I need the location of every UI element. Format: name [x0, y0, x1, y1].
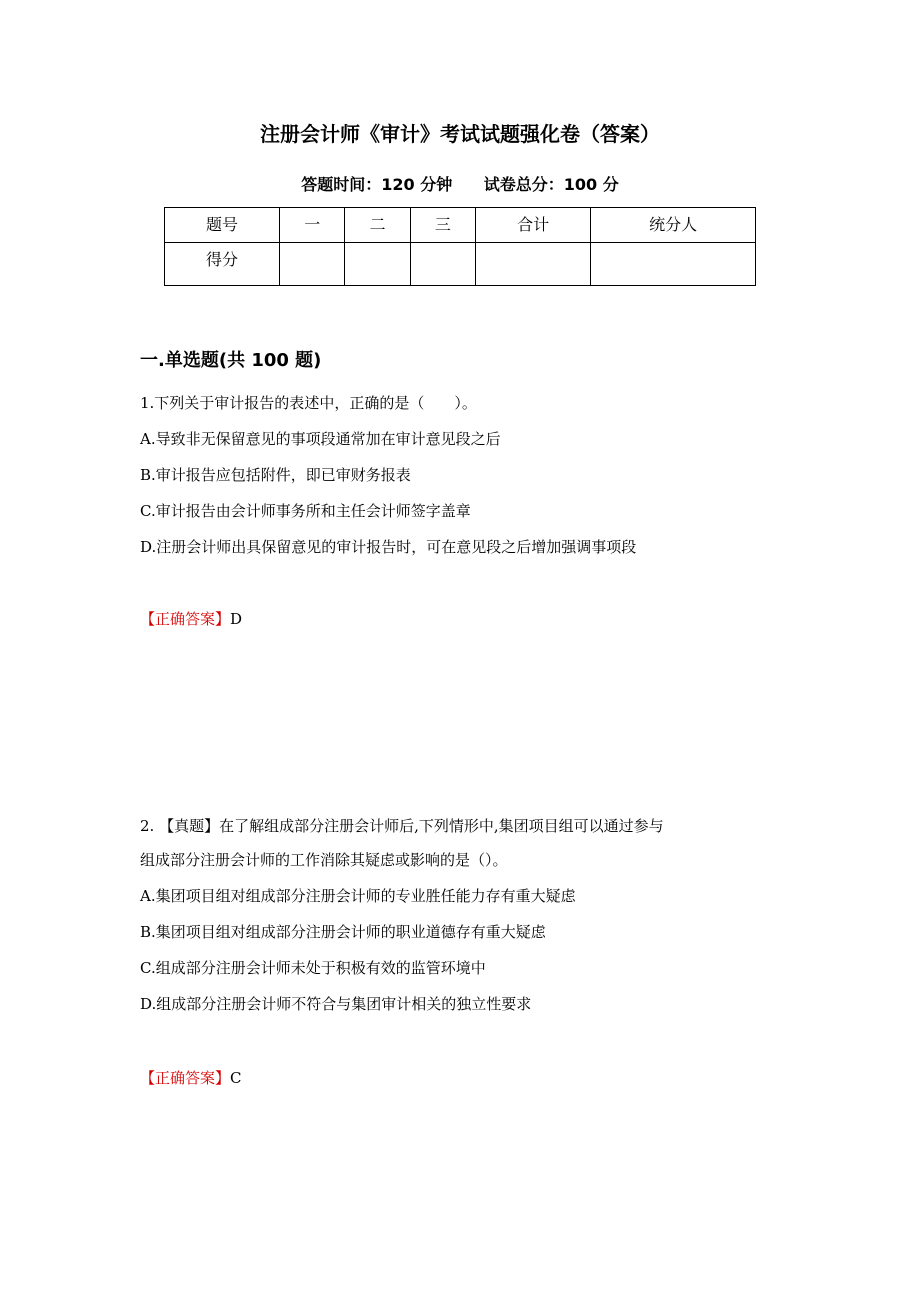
score-cell: [591, 243, 756, 286]
question-2-stem-line-2: 组成部分注册会计师的工作消除其疑虑或影响的是（）。: [140, 851, 508, 869]
score-header-cell: 题号: [165, 208, 280, 243]
answer-value: D: [230, 610, 243, 628]
page-title: 注册会计师《审计》考试试题强化卷（答案）: [260, 122, 660, 146]
question-1-option-d: D.注册会计师出具保留意见的审计报告时，可在意见段之后增加强调事项段: [140, 538, 637, 556]
question-2-option-d: D.组成部分注册会计师不符合与集团审计相关的独立性要求: [140, 995, 532, 1013]
score-header-cell: 三: [410, 208, 475, 243]
exam-info: [0, 172, 920, 195]
question-1-stem: 1.下列关于审计报告的表述中，正确的是（ ）。: [140, 394, 477, 412]
score-table-header-row: [165, 208, 756, 243]
score-cell: [476, 243, 591, 286]
answer-label: 【正确答案】: [140, 610, 231, 628]
question-1-option-b: B.审计报告应包括附件，即已审财务报表: [140, 466, 411, 484]
question-2-stem-line-1: 2. 【真题】在了解组成部分注册会计师后,下列情形中,集团项目组可以通过参与: [140, 817, 664, 835]
score-row-label: 得分: [165, 243, 280, 286]
question-2-answer: [140, 1067, 242, 1088]
question-2-option-b: B.集团项目组对组成部分注册会计师的职业道德存有重大疑虑: [140, 923, 546, 941]
score-header-cell: 统分人: [591, 208, 756, 243]
score-table: [164, 207, 756, 286]
score-cell: [345, 243, 410, 286]
score-cell: [280, 243, 345, 286]
answer-value: C: [230, 1069, 242, 1087]
question-2-option-a: A.集团项目组对组成部分注册会计师的专业胜任能力存有重大疑虑: [140, 887, 576, 905]
exam-time: 答题时间：120 分钟: [301, 175, 453, 194]
section-title: 一.单选题(共 100 题): [140, 350, 322, 371]
question-1-answer: [140, 608, 242, 629]
score-cell: [410, 243, 475, 286]
question-2-option-c: C.组成部分注册会计师未处于积极有效的监管环境中: [140, 959, 486, 977]
score-header-cell: 二: [345, 208, 410, 243]
score-table-score-row: [165, 243, 756, 286]
answer-label: 【正确答案】: [140, 1069, 231, 1087]
exam-total: 试卷总分：100 分: [483, 175, 619, 194]
score-header-cell: 合计: [476, 208, 591, 243]
question-1-option-a: A.导致非无保留意见的事项段通常加在审计意见段之后: [140, 430, 501, 448]
score-header-cell: 一: [280, 208, 345, 243]
question-1-option-c: C.审计报告由会计师事务所和主任会计师签字盖章: [140, 502, 471, 520]
